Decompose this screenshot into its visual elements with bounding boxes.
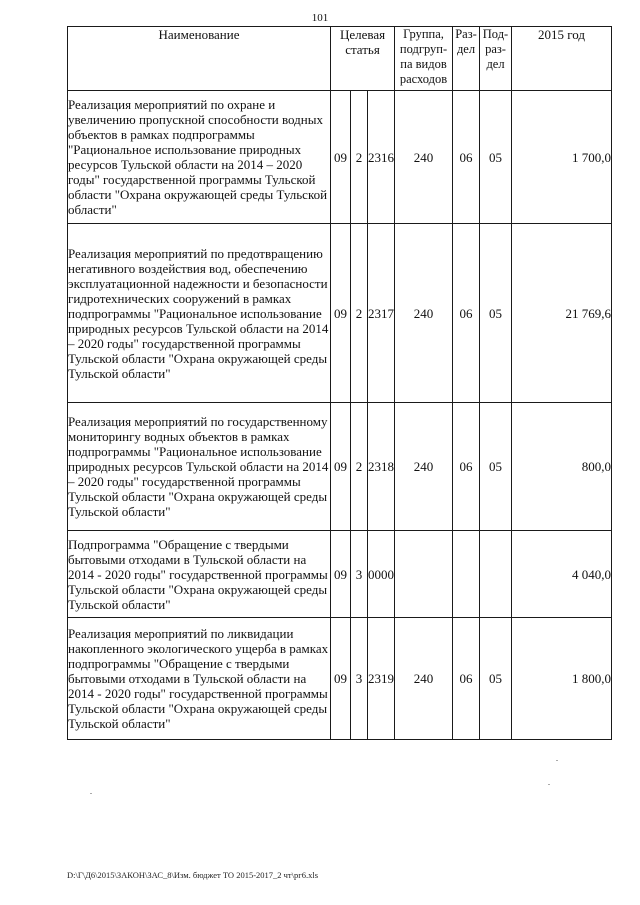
row-name-line: области" (68, 202, 117, 217)
header-section-line: дел (456, 42, 476, 56)
article-code: 2316 (368, 91, 395, 224)
table-row (68, 91, 612, 224)
article-code: 0000 (368, 531, 395, 618)
row-name-line: подпрограммы "Рациональное использование (68, 305, 322, 321)
section-code: 06 (453, 618, 480, 740)
row-name-cell (68, 224, 331, 403)
program-code: 09 (331, 91, 351, 224)
header-section (453, 27, 480, 91)
row-name-line: бытовыми отходами в Тульской области на (68, 671, 307, 686)
header-group-line: па видов (400, 57, 447, 71)
program-code: 09 (331, 531, 351, 618)
row-name-cell (68, 531, 331, 618)
row-name-line: 2014 - 2020 годы" государственной программы (68, 686, 328, 701)
row-name-line: Подпрограмма "Обращение с твердыми (68, 536, 289, 552)
expense-group: 240 (395, 618, 453, 740)
row-name-line: природных ресурсов Тульской области на 2014 (68, 320, 329, 336)
row-name-line: Реализация мероприятий по предотвращению (68, 245, 323, 261)
header-group-line: Группа, (403, 27, 444, 41)
budget-table (67, 26, 612, 740)
row-name-line: увеличению пропускной способности водных (68, 112, 323, 127)
row-name-line: "Рациональное использование природных (68, 142, 302, 157)
program-code: 09 (331, 403, 351, 531)
row-name-line: Тульской области "Охрана окружающей среды (68, 701, 328, 716)
subprogram-code: 2 (351, 403, 368, 531)
expense-group: 240 (395, 224, 453, 403)
row-name-line: Реализация мероприятий по государственному (68, 414, 328, 429)
expense-group: 240 (395, 91, 453, 224)
row-name-line: объектов в рамках подпрограммы (68, 127, 255, 142)
expense-group (395, 531, 453, 618)
row-name-line: Тульской области" (68, 596, 171, 612)
expense-group: 240 (395, 403, 453, 531)
row-name-cell (68, 403, 331, 531)
row-name-line: подпрограммы "Обращение с твердыми (68, 656, 290, 671)
row-name-line: Тульской области "Охрана окружающей среды (68, 581, 328, 597)
subprogram-code: 2 (351, 224, 368, 403)
header-group-line: расходов (399, 72, 448, 86)
subprogram-code: 3 (351, 531, 368, 618)
row-name-line: 2014 - 2020 годы" государственной программы (68, 566, 328, 582)
row-name-line: Тульской области" (68, 504, 171, 519)
row-name-line: Тульской области "Охрана окружающей среды (68, 489, 328, 504)
row-name-cell (68, 91, 331, 224)
header-row (68, 27, 612, 91)
header-year: 2015 год (512, 27, 612, 91)
row-name-line: негативного воздействия вод, обеспечению (68, 260, 308, 276)
row-name-line: бытовыми отходами в Тульской области на (68, 551, 307, 567)
row-name-line: накопленного экологического ущерба в рамках (68, 641, 329, 656)
row-name-line: Тульской области" (68, 716, 171, 731)
row-name-line: Тульской области "Охрана окружающей среды (68, 350, 328, 366)
row-name-line: Реализация мероприятий по ликвидации (68, 626, 294, 641)
row-name-line: подпрограммы "Рациональное использование (68, 444, 322, 459)
header-subsection-line: раз- (485, 42, 506, 56)
amount-2015: 1 800,0 (512, 618, 612, 740)
subsection-code: 05 (480, 403, 512, 531)
header-group (395, 27, 453, 91)
row-name-line: ресурсов Тульской области на 2014 – 2020 (68, 157, 303, 172)
row-name-line: годы" государственной программы Тульской (68, 172, 316, 187)
row-name-cell (68, 618, 331, 740)
header-target-article-line: статья (345, 42, 380, 57)
header-target-article-line: Целевая (339, 27, 386, 42)
table-row (68, 224, 612, 403)
subsection-code: 05 (480, 91, 512, 224)
scan-speck (548, 784, 550, 785)
header-section-line: Раз- (455, 27, 477, 41)
amount-2015: 21 769,6 (512, 224, 612, 403)
section-code (453, 531, 480, 618)
row-name-line: области "Охрана окружающей среды Тульской (68, 187, 328, 202)
table-row (68, 403, 612, 531)
row-name-line: – 2020 годы" государственной программы (68, 335, 301, 351)
subprogram-code: 2 (351, 91, 368, 224)
program-code: 09 (331, 618, 351, 740)
amount-2015: 1 700,0 (512, 91, 612, 224)
header-subsection (480, 27, 512, 91)
row-name-line: эксплуатационной надежности и безопасности (68, 275, 328, 291)
row-name-line: Реализация мероприятий по охране и (68, 97, 276, 112)
section-code: 06 (453, 224, 480, 403)
row-name-line: – 2020 годы" государственной программы (68, 474, 301, 489)
table-row (68, 531, 612, 618)
section-code: 06 (453, 91, 480, 224)
amount-2015: 4 040,0 (512, 531, 612, 618)
header-subsection-line: дел (486, 57, 505, 71)
header-name: Наименование (68, 27, 331, 91)
page-number: 101 (311, 12, 329, 24)
subsection-code: 05 (480, 224, 512, 403)
file-path-footer: D:\Г\Д6\2015\ЗАКОН\ЗАС_8\Изм. бюджет ТО 2015-2017_2 чт\рг6.xls (67, 870, 319, 880)
header-subsection-line: Под- (482, 27, 509, 41)
table-row (68, 618, 612, 740)
row-name-line: Тульской области" (68, 365, 171, 381)
article-code: 2318 (368, 403, 395, 531)
amount-2015: 800,0 (512, 403, 612, 531)
section-code: 06 (453, 403, 480, 531)
header-group-line: подгруп- (399, 42, 448, 56)
article-code: 2317 (368, 224, 395, 403)
subsection-code (480, 531, 512, 618)
program-code: 09 (331, 224, 351, 403)
subprogram-code: 3 (351, 618, 368, 740)
header-target-article (331, 27, 395, 91)
row-name-line: гидротехнических сооружений в рамках (68, 290, 292, 306)
row-name-line: мониторингу водных объектов в рамках (68, 429, 290, 444)
subsection-code: 05 (480, 618, 512, 740)
scan-speck (556, 760, 558, 761)
article-code: 2319 (368, 618, 395, 740)
row-name-line: природных ресурсов Тульской области на 2014 (68, 459, 329, 474)
scan-speck (90, 793, 92, 794)
